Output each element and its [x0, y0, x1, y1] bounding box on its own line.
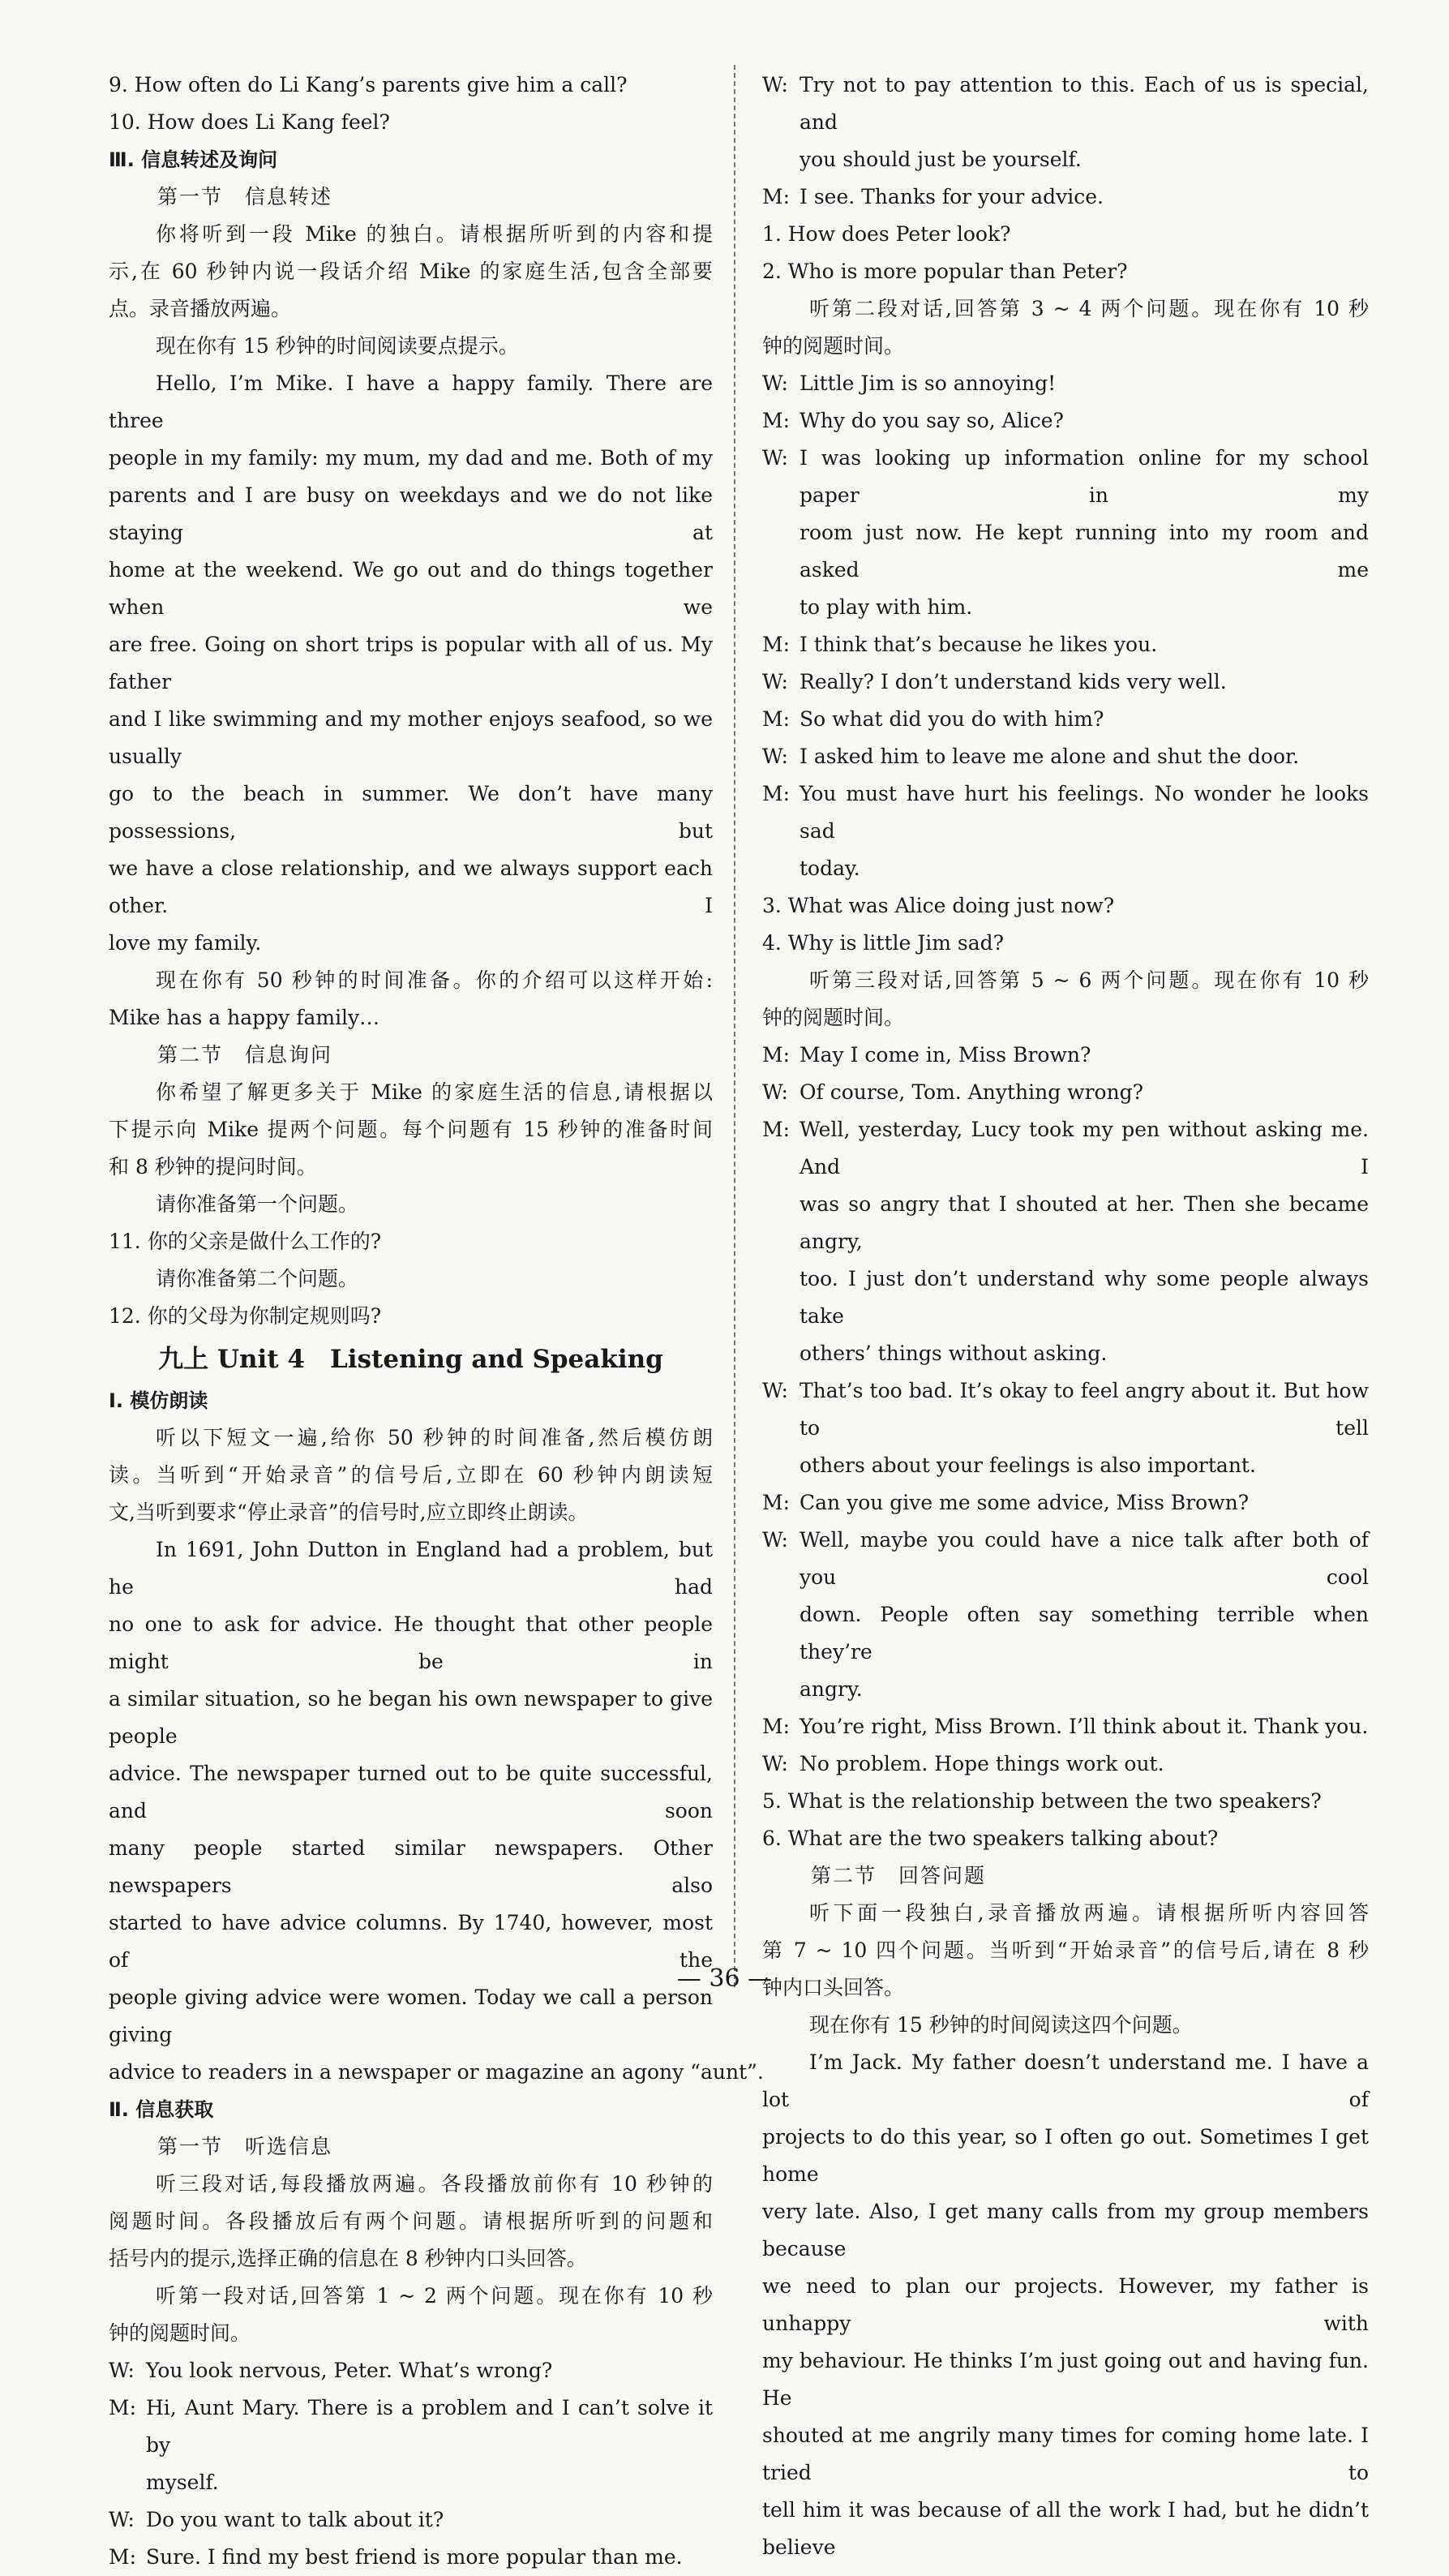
- dialogue-line: [762, 1708, 1369, 1745]
- mike-passage-line: and I like swimming and my mother enjoys seafood, so we usually: [109, 707, 713, 768]
- section-2-title: Ⅱ. 信息获取: [109, 2098, 214, 2121]
- section-1-instruction-line: 文,当听到要求“停止录音”的信号时,应立即终止朗读。: [109, 1501, 589, 1524]
- dialogue-text: You’re right, Miss Brown. I’ll think about it. Thank you.: [800, 1715, 1369, 1738]
- jack-passage-line: my behaviour. He thinks I’m just going out and having fun. He: [762, 2349, 1369, 2410]
- dialogue-line-continued: [762, 1596, 1369, 1671]
- dialogue-text: I was looking up information online for my school paper in my: [800, 446, 1369, 507]
- question-4: 4. Why is little Jim sad?: [762, 931, 1005, 955]
- dialogue-text: angry.: [800, 1677, 863, 1701]
- dialogue-line: [762, 1484, 1369, 1522]
- dialogue-line-continued: [762, 1260, 1369, 1335]
- dialogue-1-intro-line: 钟的阅题时间。: [109, 2321, 251, 2345]
- dialogue-line-continued: [762, 1335, 1369, 1372]
- dialogue-text: too. I just don’t understand why some people always take: [800, 1267, 1369, 1328]
- question-9: 9. How often do Li Kang’s parents give him a call?: [109, 73, 628, 97]
- section-3-part-2: 第二节 信息询问: [157, 1043, 333, 1067]
- question-3: 3. What was Alice doing just now?: [762, 894, 1115, 917]
- part-2-instruction-line: 第 7 ~ 10 四个问题。当听到“开始录音”的信号后,请在 8 秒: [762, 1938, 1369, 1962]
- reading-passage-line: In 1691, John Dutton in England had a problem, but he had: [109, 1538, 713, 1599]
- dialogue-text: was so angry that I shouted at her. Then she became angry,: [800, 1192, 1369, 1253]
- dialogue-line-continued: [762, 850, 1369, 887]
- speaker-label: M:: [762, 707, 791, 731]
- speaker-label: M:: [762, 1043, 791, 1067]
- dialogue-line: [762, 365, 1369, 402]
- section-3-prep-line: 现在你有 50 秒钟的时间准备。你的介绍可以这样开始:: [156, 968, 713, 992]
- speaker-label: M:: [762, 633, 791, 656]
- dialogue-line: [762, 775, 1369, 850]
- dialogue-line-continued: [762, 141, 1369, 178]
- dialogue-3-intro-line: 听第三段对话,回答第 5 ~ 6 两个问题。现在你有 10 秒: [809, 968, 1369, 992]
- section-3-instruction2-line: 和 8 秒钟的提问时间。: [109, 1155, 317, 1179]
- dialogue-line-continued: [762, 1186, 1369, 1260]
- speaker-label: M:: [762, 409, 791, 432]
- section-3-instruction-line: 你将听到一段 Mike 的独白。请根据所听到的内容和提: [156, 222, 713, 246]
- dialogue-line: [762, 1074, 1369, 1111]
- speaker-label: W:: [762, 745, 788, 768]
- dialogue-1-intro-line: 听第一段对话,回答第 1 ~ 2 两个问题。现在你有 10 秒: [156, 2284, 713, 2308]
- question-5: 5. What is the relationship between the two speakers?: [762, 1789, 1322, 1813]
- section-3-instruction2-line: 你希望了解更多关于 Mike 的家庭生活的信息,请根据以: [156, 1080, 713, 1104]
- dialogue-line-continued: [762, 589, 1369, 626]
- mike-passage-line: people in my family: my mum, my dad and me. Both of my: [109, 446, 713, 470]
- reading-passage-line: advice to readers in a newspaper or magazine an agony “aunt”.: [109, 2060, 764, 2084]
- question-2: 2. Who is more popular than Peter?: [762, 260, 1128, 283]
- unit-title: 九上 Unit 4 Listening and Speaking: [158, 1345, 663, 1374]
- dialogue-text: Why do you say so, Alice?: [800, 409, 1064, 432]
- section-3-instruction2-line: 下提示向 Mike 提两个问题。每个问题有 15 秒钟的准备时间: [109, 1118, 713, 1141]
- dialogue-text: May I come in, Miss Brown?: [800, 1043, 1091, 1067]
- dialogue-line: [762, 1522, 1369, 1596]
- dialogue-text: today.: [800, 857, 860, 880]
- mike-passage-line: we have a close relationship, and we always support each other. I: [109, 857, 713, 917]
- dialogue-line: [109, 2539, 713, 2576]
- prepare-question-2: 请你准备第二个问题。: [156, 1267, 359, 1290]
- jack-passage-line: very late. Also, I get many calls from my group members because: [762, 2200, 1369, 2260]
- section-3-title: Ⅲ. 信息转述及询问: [109, 148, 278, 171]
- dialogue-text: Do you want to talk about it?: [146, 2508, 444, 2531]
- dialogue-text: down. People often say something terrible when they’re: [800, 1603, 1369, 1664]
- section-3-part-1: 第一节 信息转述: [157, 185, 333, 208]
- speaker-label: W:: [762, 670, 788, 693]
- dialogue-line: [762, 1037, 1369, 1074]
- dialogue-text: Well, maybe you could have a nice talk after both of you cool: [800, 1528, 1369, 1589]
- dialogue-text: Really? I don’t understand kids very well.: [800, 670, 1227, 693]
- section-3-prep-line: Mike has a happy family…: [109, 1006, 380, 1029]
- speaker-label: M:: [762, 1491, 791, 1514]
- mike-passage-line: parents and I are busy on weekdays and we do not like staying at: [109, 483, 713, 544]
- dialogue-line-continued: [762, 1671, 1369, 1708]
- section-1-instruction-line: 读。当听到“开始录音”的信号后,立即在 60 秒钟内朗读短: [109, 1463, 713, 1487]
- dialogue-3-intro-line: 钟的阅题时间。: [762, 1006, 905, 1029]
- dialogue-line: [762, 1111, 1369, 1186]
- jack-passage-line: we need to plan our projects. However, my father is unhappy with: [762, 2274, 1369, 2335]
- dialogue-text: You must have hurt his feelings. No wonder he looks sad: [800, 782, 1369, 843]
- dialogue-text: others about your feelings is also important.: [800, 1453, 1256, 1477]
- dialogue-text: So what did you do with him?: [800, 707, 1104, 731]
- dialogue-line: [762, 178, 1369, 216]
- dialogue-text: No problem. Hope things work out.: [800, 1752, 1164, 1775]
- dialogue-text: to play with him.: [800, 595, 973, 619]
- dialogue-text: Try not to pay attention to this. Each of us is special, and: [800, 73, 1369, 134]
- part-2-read-prompt: 现在你有 15 秒钟的时间阅读这四个问题。: [809, 2013, 1193, 2037]
- dialogue-line-continued: [762, 514, 1369, 589]
- speaker-label: W:: [109, 2508, 135, 2531]
- dialogue-2-intro-line: 听第二段对话,回答第 3 ~ 4 两个问题。现在你有 10 秒: [809, 297, 1369, 320]
- speaker-label: M:: [762, 185, 791, 208]
- reading-passage-line: started to have advice columns. By 1740, however, most of the: [109, 1911, 713, 1972]
- jack-passage-line: projects to do this year, so I often go out. Sometimes I get home: [762, 2125, 1369, 2186]
- section-2-instruction-line: 阅题时间。各段播放后有两个问题。请根据所听到的问题和: [109, 2209, 713, 2233]
- question-12: 12. 你的父母为你制定规则吗?: [109, 1304, 382, 1328]
- dialogue-text: I asked him to leave me alone and shut the door.: [800, 745, 1300, 768]
- reading-passage-line: people giving advice were women. Today we call a person giving: [109, 1986, 713, 2046]
- dialogue-text: Sure. I find my best friend is more popular than me.: [146, 2545, 683, 2569]
- speaker-label: W:: [762, 1752, 788, 1775]
- section-2-instruction-line: 听三段对话,每段播放两遍。各段播放前你有 10 秒钟的: [156, 2172, 713, 2196]
- part-2-instruction-line: 听下面一段独白,录音播放两遍。请根据所听内容回答: [809, 1901, 1369, 1925]
- jack-passage-line: tell him it was because of all the work I had, but he didn’t believe: [762, 2498, 1369, 2559]
- section-3-instruction-line: 示,在 60 秒钟内说一段话介绍 Mike 的家庭生活,包含全部要: [109, 260, 713, 283]
- dialogue-line-continued: [762, 1447, 1369, 1484]
- dialogue-line: [762, 1745, 1369, 1783]
- section-3-read-prompt: 现在你有 15 秒钟的时间阅读要点提示。: [156, 334, 519, 358]
- dialogue-2-intro-line: 钟的阅题时间。: [762, 334, 905, 358]
- dialogue-text: myself.: [146, 2471, 219, 2494]
- dialogue-line: [762, 626, 1369, 663]
- reading-passage-line: no one to ask for advice. He thought that other people might be in: [109, 1612, 713, 1673]
- prepare-question-1: 请你准备第一个问题。: [156, 1192, 359, 1216]
- speaker-label: W:: [762, 371, 788, 395]
- dialogue-line: [109, 2352, 713, 2389]
- speaker-label: M:: [109, 2545, 137, 2569]
- dialogue-text: That’s too bad. It’s okay to feel angry about it. But how to tell: [800, 1379, 1369, 1440]
- speaker-label: M:: [762, 1118, 791, 1141]
- section-3-instruction-line: 点。录音播放两遍。: [109, 297, 292, 320]
- dialogue-text: You look nervous, Peter. What’s wrong?: [146, 2359, 553, 2382]
- right-column: [762, 67, 1369, 2566]
- mike-passage-line: are free. Going on short trips is popular with all of us. My father: [109, 633, 713, 693]
- question-1: 1. How does Peter look?: [762, 222, 1011, 246]
- dialogue-line-continued: [109, 2464, 713, 2501]
- dialogue-text: Of course, Tom. Anything wrong?: [800, 1080, 1144, 1104]
- dialogue-text: Well, yesterday, Lucy took my pen without asking me. And I: [800, 1118, 1369, 1179]
- dialogue-text: Can you give me some advice, Miss Brown?: [800, 1491, 1250, 1514]
- dialogue-line: [109, 2501, 713, 2539]
- reading-passage-line: many people started similar newspapers. Other newspapers also: [109, 1836, 713, 1897]
- part-2-instruction-line: 钟内口头回答。: [762, 1976, 905, 1999]
- dialogue-line: [762, 402, 1369, 440]
- dialogue-text: room just now. He kept running into my room and asked me: [800, 521, 1369, 582]
- mike-passage-line: go to the beach in summer. We don’t have many possessions, but: [109, 782, 713, 843]
- speaker-label: W:: [762, 1379, 788, 1402]
- jack-passage-line: shouted at me angrily many times for coming home late. I tried to: [762, 2424, 1369, 2484]
- dialogue-line: [762, 701, 1369, 738]
- section-1-title: Ⅰ. 模仿朗读: [109, 1389, 208, 1412]
- dialogue-line: [762, 440, 1369, 514]
- dialogue-text: others’ things without asking.: [800, 1342, 1108, 1365]
- dialogue-text: I see. Thanks for your advice.: [800, 185, 1104, 208]
- question-10: 10. How does Li Kang feel?: [109, 110, 390, 134]
- column-divider: [734, 65, 735, 1987]
- mike-passage-line: Hello, I’m Mike. I have a happy family. There are three: [109, 371, 713, 432]
- dialogue-line: [762, 67, 1369, 141]
- speaker-label: M:: [762, 1715, 791, 1738]
- speaker-label: M:: [109, 2396, 137, 2419]
- speaker-label: W:: [762, 1080, 788, 1104]
- dialogue-text: Little Jim is so annoying!: [800, 371, 1057, 395]
- mike-passage-line: love my family.: [109, 931, 262, 955]
- dialogue-text: you should just be yourself.: [800, 148, 1082, 171]
- speaker-label: W:: [762, 73, 788, 97]
- dialogue-line: [762, 1372, 1369, 1447]
- section-2-part-2: 第二节 回答问题: [811, 1864, 987, 1887]
- section-1-instruction-line: 听以下短文一遍,给你 50 秒钟的时间准备,然后模仿朗: [156, 1426, 713, 1449]
- reading-passage-line: advice. The newspaper turned out to be quite successful, and soon: [109, 1762, 713, 1823]
- dialogue-line: [109, 2389, 713, 2464]
- reading-passage-line: a similar situation, so he began his own newspaper to give people: [109, 1687, 713, 1748]
- mike-passage-line: home at the weekend. We go out and do things together when we: [109, 558, 713, 619]
- section-2-part-1: 第一节 听选信息: [157, 2135, 333, 2158]
- speaker-label: W:: [762, 1528, 788, 1552]
- dialogue-text: I think that’s because he likes you.: [800, 633, 1158, 656]
- page-number: — 36 —: [676, 1964, 773, 1993]
- jack-passage-line: I’m Jack. My father doesn’t understand me. I have a lot of: [762, 2050, 1369, 2111]
- speaker-label: M:: [762, 782, 791, 805]
- question-6: 6. What are the two speakers talking about?: [762, 1827, 1219, 1850]
- dialogue-line: [762, 663, 1369, 701]
- section-2-instruction-line: 括号内的提示,选择正确的信息在 8 秒钟内口头回答。: [109, 2247, 587, 2270]
- dialogue-line: [762, 738, 1369, 775]
- speaker-label: W:: [762, 446, 788, 470]
- question-11: 11. 你的父亲是做什么工作的?: [109, 1230, 382, 1253]
- dialogue-text: Hi, Aunt Mary. There is a problem and I can’t solve it by: [146, 2396, 713, 2457]
- speaker-label: W:: [109, 2359, 135, 2382]
